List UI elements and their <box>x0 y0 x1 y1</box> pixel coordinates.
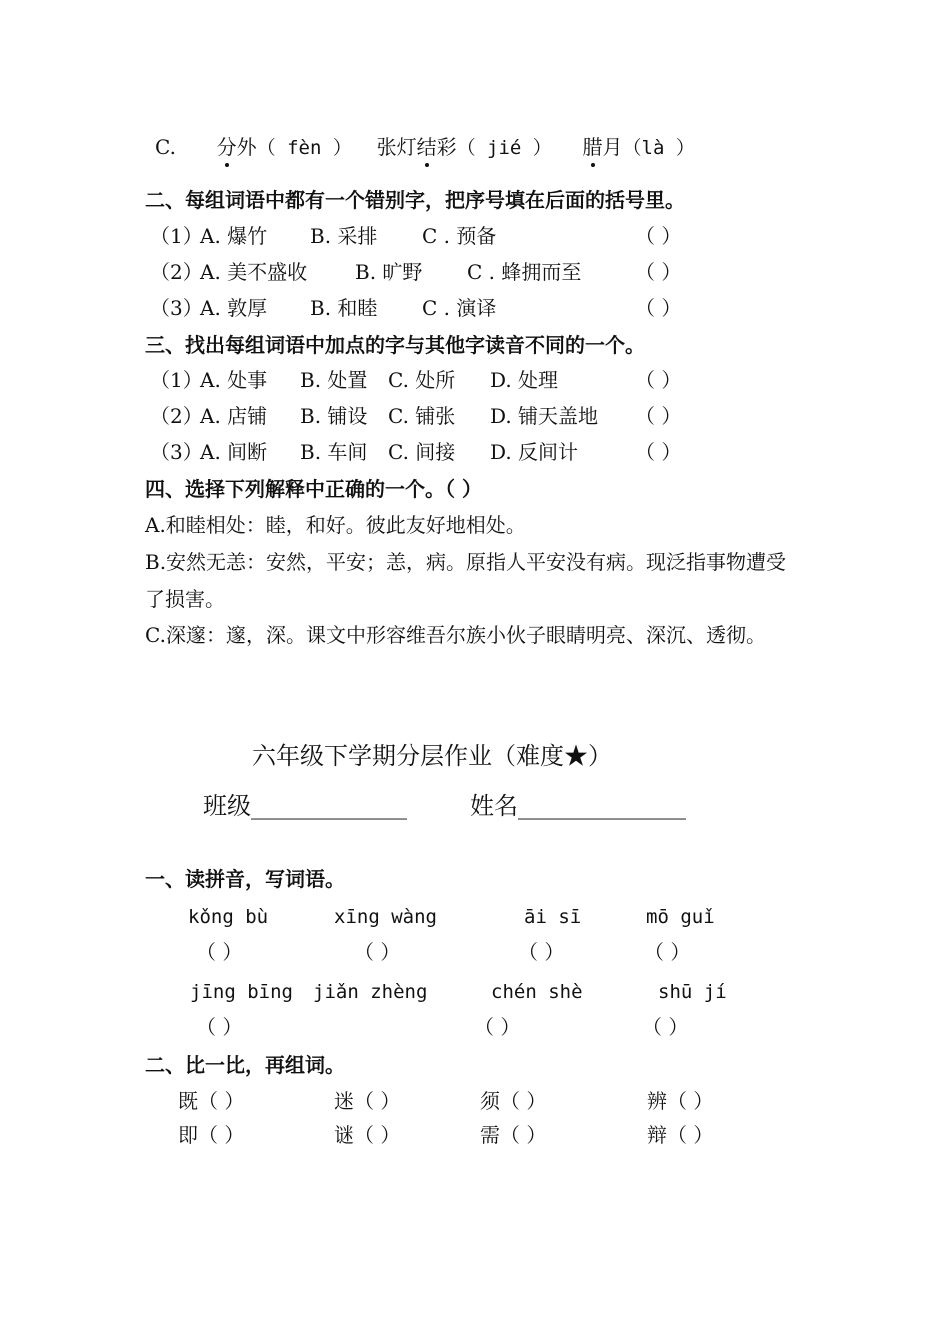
compare-item[interactable]: 既（ ） <box>178 1089 245 1113</box>
answer-bracket[interactable]: （ ） <box>196 940 243 964</box>
pinyin-row-2 <box>190 978 790 1006</box>
page-title: 六年级下学期分层作业（难度★） <box>252 742 612 770</box>
section-2-title: 二、每组词语中都有一个错别字，把序号填在后面的括号里。 <box>145 188 685 212</box>
pinyin-row-1 <box>188 903 788 931</box>
answer-bracket[interactable]: （ ） <box>642 1015 689 1039</box>
pinyin: mō guǐ <box>646 906 715 928</box>
answer-bracket[interactable]: （ ） <box>196 1015 243 1039</box>
pinyin: jiǎn zhèng <box>313 981 428 1003</box>
compare-item[interactable]: 辨（ ） <box>647 1089 714 1113</box>
option-label: C. <box>155 135 176 159</box>
list-item: （3） A. 敦厚 B. 和睦 C . 演译 （ ） <box>150 296 682 320</box>
explanation-c: C.深邃：邃，深。课文中形容维吾尔族小伙子眼睛明亮、深沉、透彻。 <box>145 623 766 647</box>
pinyin-answer: （ fèn ） <box>256 137 352 159</box>
option-c-line <box>155 133 695 162</box>
list-item: （3） A. 间断 B. 车间 C. 间接 D. 反间计 （ ） <box>150 440 682 464</box>
class-field[interactable]: 班级_____________ <box>203 792 407 820</box>
bracket-row-2 <box>196 1013 796 1041</box>
explanation-b-cont: 了损害。 <box>145 587 225 611</box>
compare-row-1 <box>178 1087 798 1115</box>
explanation-a: A.和睦相处：睦，和好。彼此友好地相处。 <box>145 513 526 537</box>
dotted-char: 腊 <box>582 135 603 159</box>
list-item: （1） A. 处事 B. 处置 C. 处所 D. 处理 （ ） <box>150 368 682 392</box>
answer-bracket[interactable]: （ ） <box>354 940 401 964</box>
pinyin: āi sī <box>524 906 582 928</box>
pinyin: jīng bīng <box>190 981 293 1003</box>
section-4-title: 四、选择下列解释中正确的一个。（ ） <box>145 477 482 501</box>
pinyin: chén shè <box>491 981 583 1003</box>
answer-bracket[interactable]: （ ） <box>518 940 565 964</box>
pinyin: shū jí <box>658 981 727 1003</box>
answer-bracket[interactable]: （ ） <box>635 368 682 392</box>
word-char: 彩 <box>436 135 457 159</box>
compare-row-2 <box>178 1121 798 1149</box>
bracket-row-1 <box>196 938 796 966</box>
answer-bracket[interactable]: （ ） <box>635 404 682 428</box>
word-part: 张灯 <box>376 135 417 159</box>
compare-item[interactable]: 谜（ ） <box>334 1123 401 1147</box>
list-item: （2） A. 店铺 B. 铺设 C. 铺张 D. 铺天盖地 （ ） <box>150 404 682 428</box>
compare-item[interactable]: 需（ ） <box>480 1123 547 1147</box>
compare-item[interactable]: 须（ ） <box>480 1089 547 1113</box>
pinyin-answer: （là ） <box>622 137 695 159</box>
pinyin: kǒng bù <box>188 906 269 928</box>
part-2-title: 二、比一比，再组词。 <box>145 1053 345 1077</box>
answer-bracket[interactable]: （ ） <box>644 940 691 964</box>
pinyin-answer: （ jié ） <box>456 137 552 159</box>
compare-item[interactable]: 即（ ） <box>178 1123 245 1147</box>
dotted-char: 结 <box>416 135 437 159</box>
compare-item[interactable]: 辩（ ） <box>647 1123 714 1147</box>
answer-bracket[interactable]: （ ） <box>635 224 682 248</box>
part-1-title: 一、读拼音，写词语。 <box>145 867 345 891</box>
answer-bracket[interactable]: （ ） <box>635 296 682 320</box>
compare-item[interactable]: 迷（ ） <box>334 1089 401 1113</box>
word-char: 外 <box>236 135 257 159</box>
answer-bracket[interactable]: （ ） <box>635 260 682 284</box>
answer-bracket[interactable]: （ ） <box>474 1015 521 1039</box>
list-item: （1） A. 爆竹 B. 采排 C . 预备 （ ） <box>150 224 682 248</box>
section-3-title: 三、找出每组词语中加点的字与其他字读音不同的一个。 <box>145 333 645 357</box>
explanation-b: B.安然无恙：安然，平安；恙，病。原指人平安没有病。现泛指事物遭受 <box>145 550 787 574</box>
name-field[interactable]: 姓名______________ <box>470 792 686 820</box>
pinyin: xīng wàng <box>334 906 437 928</box>
answer-bracket[interactable]: （ ） <box>635 440 682 464</box>
list-item: （2） A. 美不盛收 B. 旷野 C . 蜂拥而至 （ ） <box>150 260 682 284</box>
word-char: 月 <box>602 135 623 159</box>
dotted-char: 分 <box>216 135 237 159</box>
